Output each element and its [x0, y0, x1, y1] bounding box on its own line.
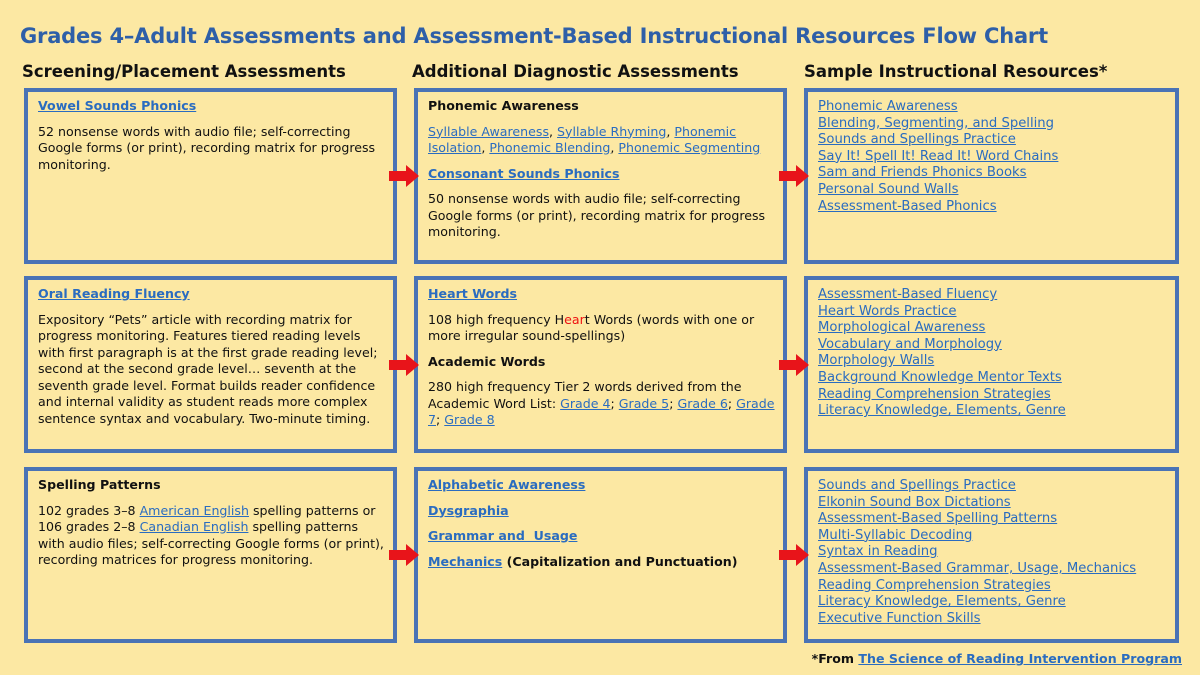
oral-reading-fluency-link[interactable]: Oral Reading Fluency [38, 286, 190, 301]
resource-link[interactable]: Personal Sound Walls [818, 181, 959, 197]
grade-4-link[interactable]: Grade 4 [560, 395, 611, 411]
resource-link[interactable]: Heart Words Practice [818, 303, 957, 319]
resource-link[interactable]: Multi-Syllabic Decoding [818, 527, 973, 543]
alphabetic-awareness-link[interactable]: Alphabetic Awareness [428, 477, 586, 492]
page-title: Grades 4–Adult Assessments and Assessment-Based Instructional Resources Flow Chart [20, 24, 1048, 48]
consonant-sounds-phonics-link[interactable]: Consonant Sounds Phonics [428, 165, 620, 181]
consonant-sounds-description: 50 nonsense words with audio file; self-correcting Google forms (or print), recording matrix for progress monitoring. [428, 191, 766, 239]
diagnostic-box-words [414, 276, 787, 453]
resource-link[interactable]: Assessment-Based Spelling Patterns [818, 511, 1058, 527]
syllable-awareness-link[interactable]: Syllable Awareness [428, 123, 550, 139]
resource-link[interactable]: Assessment-Based Fluency [818, 287, 998, 302]
column-heading-resources: Sample Instructional Resources* [804, 62, 1108, 81]
resources-box-spelling [804, 467, 1179, 643]
spelling-text-post: spelling patterns with audio files; self-correcting Google forms (or print), recording matrices for progress monitoring. [38, 519, 384, 567]
resource-link[interactable]: Say It! Spell It! Read It! Word Chains [818, 148, 1059, 164]
grammar-usage-link[interactable]: Grammar and Usage [428, 528, 578, 543]
mechanics-line [428, 554, 775, 571]
grade-8-link[interactable]: Grade 8 [444, 412, 495, 427]
spelling-text-mid: spelling patterns or 106 grades 2–8 [38, 502, 376, 534]
phonemic-blending-link[interactable]: Phonemic Blending [489, 140, 611, 155]
heart-words-text-post: t Words (words with one or more irregular sound-spellings) [428, 311, 755, 343]
screening-box-spelling [24, 467, 397, 643]
flow-arrow-icon [389, 354, 419, 376]
resource-link[interactable]: Assessment-Based Grammar, Usage, Mechanics [818, 560, 1137, 576]
vowel-sounds-phonics-link[interactable]: Vowel Sounds Phonics [38, 98, 197, 113]
resource-link[interactable]: Reading Comprehension Strategies [818, 577, 1051, 593]
flow-arrow-icon [389, 165, 419, 187]
resource-link[interactable]: Phonemic Awareness [818, 99, 958, 114]
resource-link[interactable]: Sounds and Spellings Practice [818, 478, 1016, 493]
phonemic-links: Syllable Awareness, Syllable Rhyming, Phonemic Isolation, Phonemic Blending, Phonemic Segmenting [428, 123, 761, 155]
resource-link[interactable]: Literacy Knowledge, Elements, Genre [818, 403, 1066, 419]
vowel-sounds-description: 52 nonsense words with audio file; self-correcting Google forms (or print), recording matrix for progress monitoring. [38, 123, 376, 172]
resource-link[interactable]: Morphology Walls [818, 353, 935, 369]
academic-words-text: 280 high frequency Tier 2 words derived from the Academic Word List: [428, 379, 742, 411]
academic-words-description: 280 high frequency Tier 2 words derived from the Academic Word List: Grade 4; Grade 5; Grade 6; Grade 7; Grade 8 [428, 379, 775, 427]
resource-link[interactable]: Sam and Friends Phonics Books [818, 165, 1027, 181]
spelling-patterns-heading: Spelling Patterns [38, 477, 161, 492]
column-heading-diagnostic: Additional Diagnostic Assessments [412, 62, 739, 81]
academic-words-heading: Academic Words [428, 353, 546, 369]
spelling-patterns-description [38, 503, 385, 569]
flow-arrow-icon [389, 544, 419, 566]
footnote-prefix: *From [811, 651, 859, 666]
diagnostic-box-writing [414, 467, 787, 643]
heart-words-text-pre: 108 high frequency H [428, 311, 565, 327]
phonemic-awareness-heading: Phonemic Awareness [428, 98, 579, 113]
resource-link[interactable]: Sounds and Spellings Practice [818, 132, 1016, 148]
resource-link[interactable]: Morphological Awareness [818, 320, 986, 336]
heart-words-text-red: ear [564, 311, 585, 327]
heart-words-description [428, 312, 775, 345]
heart-words-link[interactable]: Heart Words [428, 286, 518, 301]
science-of-reading-link[interactable]: The Science of Reading Intervention Program [858, 651, 1182, 666]
resource-link[interactable]: Background Knowledge Mentor Texts [818, 369, 1062, 385]
flow-arrow-icon [779, 165, 809, 187]
resource-link[interactable]: Reading Comprehension Strategies [818, 386, 1051, 402]
spelling-text-pre: 102 grades 3–8 [38, 502, 140, 518]
resource-link[interactable]: Assessment-Based Phonics [818, 198, 997, 214]
phonemic-segmenting-link[interactable]: Phonemic Segmenting [618, 140, 761, 155]
canadian-english-link[interactable]: Canadian English [139, 519, 249, 534]
resource-link[interactable]: Vocabulary and Morphology [818, 336, 1002, 352]
diagnostic-box-phonics [414, 88, 787, 264]
mechanics-note: (Capitalization and Punctuation) [502, 553, 738, 569]
american-english-link[interactable]: American English [139, 502, 249, 518]
resource-link[interactable]: Executive Function Skills [818, 610, 981, 626]
flow-arrow-icon [779, 354, 809, 376]
screening-box-vowel-sounds [24, 88, 397, 264]
grade-7-link[interactable]: Grade 7 [428, 395, 775, 427]
grade-6-link[interactable]: Grade 6 [677, 395, 728, 411]
oral-reading-description: Expository “Pets” article with recording matrix for progress monitoring. Features tiered reading levels with first paragraph is at the first grade reading level; second at the second grade level… seventh at the seventh grade level. Format builds reader confidence and internal validity as student reads more complex sentence syntax and vocabulary. Two-minute timing. [38, 311, 378, 426]
resource-link[interactable]: Literacy Knowledge, Elements, Genre [818, 594, 1066, 610]
resources-box-fluency [804, 276, 1179, 453]
mechanics-link[interactable]: Mechanics [428, 553, 503, 569]
flow-arrow-icon [779, 544, 809, 566]
resources-box-phonics [804, 88, 1179, 264]
resource-link[interactable]: Elkonin Sound Box Dictations [818, 494, 1011, 510]
syllable-rhyming-link[interactable]: Syllable Rhyming [557, 123, 667, 139]
footnote [812, 651, 1182, 666]
phonemic-isolation-link[interactable]: Phonemic Isolation [428, 123, 737, 155]
resource-link[interactable]: Syntax in Reading [818, 544, 938, 560]
resource-link[interactable]: Blending, Segmenting, and Spelling [818, 115, 1055, 131]
dysgraphia-link[interactable]: Dysgraphia [428, 502, 509, 518]
column-heading-screening: Screening/Placement Assessments [22, 62, 346, 81]
screening-box-oral-reading [24, 276, 397, 453]
grade-5-link[interactable]: Grade 5 [618, 395, 670, 411]
